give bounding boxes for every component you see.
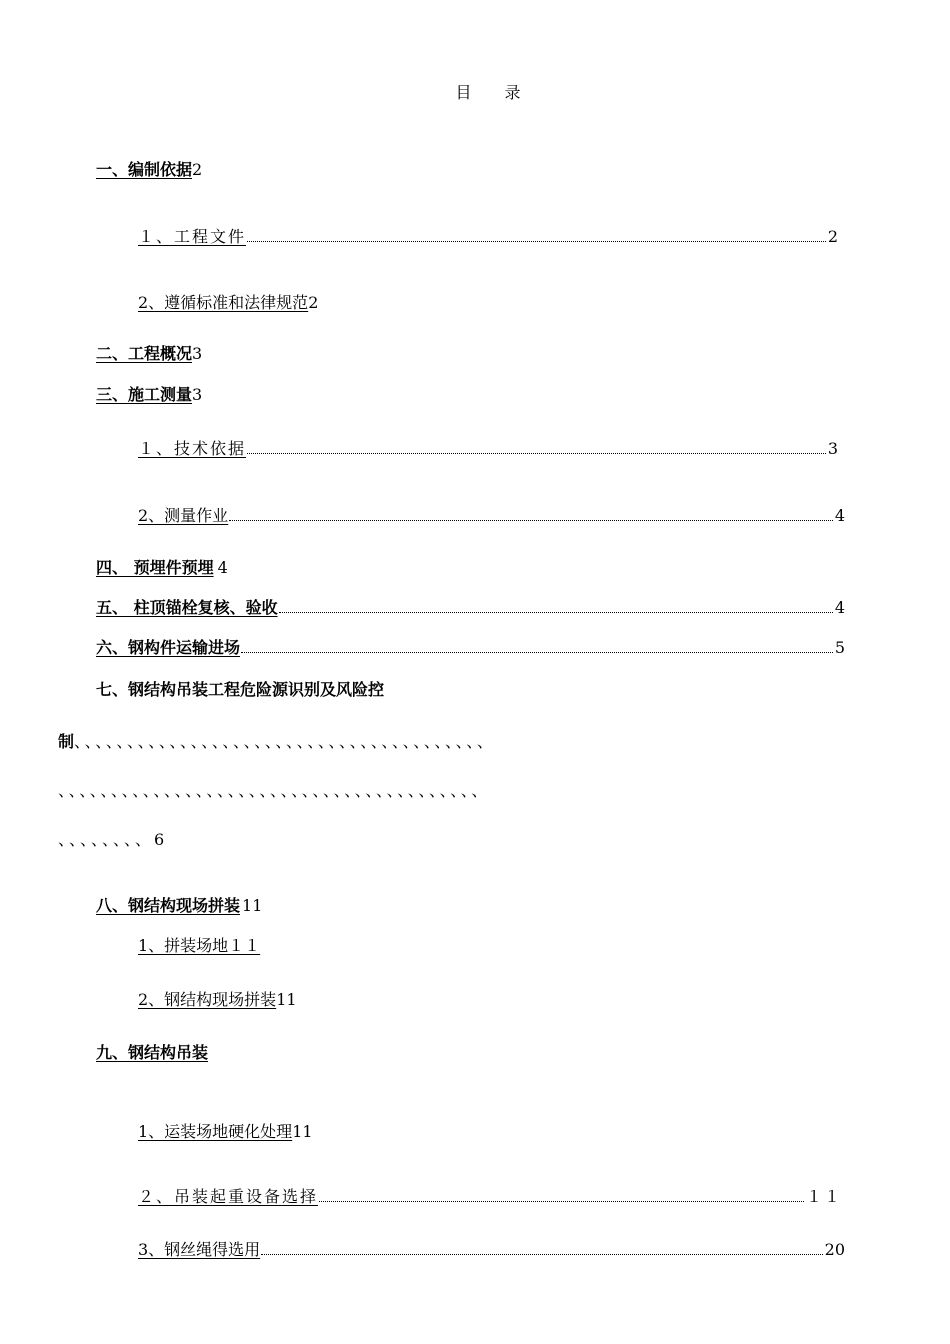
toc-entry-1-2[interactable] <box>138 293 318 313</box>
toc-entry-page: 2 <box>308 293 319 312</box>
toc-entry-7-bold-char: 制 <box>58 732 75 751</box>
toc-entry-7-line1[interactable]: 七、钢结构吊装工程危险源识别及风险控 <box>96 680 385 699</box>
toc-entry-2[interactable] <box>96 344 202 364</box>
toc-entry-9-1[interactable] <box>138 1122 313 1142</box>
toc-entry-label: 2、遵循标准和法律规范 <box>138 293 309 312</box>
toc-entry-3[interactable] <box>96 385 202 405</box>
toc-entry-3-2[interactable] <box>138 506 845 526</box>
toc-entry-1[interactable] <box>96 160 202 180</box>
leader-dots <box>319 1200 804 1202</box>
toc-entry-page: 4 <box>217 558 228 577</box>
toc-entry-page: 20 <box>824 1240 845 1259</box>
toc-entry-1-1[interactable] <box>138 227 840 247</box>
toc-entry-label: 六、钢构件运输进场 <box>96 638 241 657</box>
toc-entry-page: 2 <box>827 227 840 246</box>
toc-entry-9-2[interactable] <box>138 1187 842 1207</box>
toc-entry-page: 5 <box>834 638 845 657</box>
toc-entry-9[interactable] <box>96 1043 208 1063</box>
toc-entry-6[interactable] <box>96 638 845 658</box>
toc-entry-label: 1、运装场地硬化处理 <box>138 1122 293 1141</box>
toc-entry-page: 3 <box>192 344 203 363</box>
toc-entry-label: 九、钢结构吊装 <box>96 1043 209 1062</box>
toc-entry-page: 11 <box>242 896 263 915</box>
toc-entry-label: 三、施工测量 <box>96 385 193 404</box>
toc-entry-label: ２、吊装起重设备选择 <box>138 1187 319 1206</box>
leader-dots <box>247 240 826 242</box>
toc-entry-label: 2、钢结构现场拼装 <box>138 990 277 1009</box>
toc-entry-7-line2[interactable] <box>58 732 495 752</box>
toc-entry-7-dots: 、、、、、、、、、、、、、、、、、、、、、、、、、、、、、、、、、、、、、、、 <box>74 732 496 751</box>
toc-entry-page: 3 <box>192 385 203 404</box>
toc-entry-label: 五、 柱顶锚栓复核、验收 <box>96 598 278 617</box>
toc-entry-page: 11 <box>292 1122 313 1141</box>
leader-dots <box>229 519 833 521</box>
toc-entry-7-line3: 、、、、、、、、、、、、、、、、、、、、、、、、、、、、、、、、、、、、、、、、 <box>58 781 491 800</box>
toc-entry-label: 3、钢丝绳得选用 <box>138 1240 261 1259</box>
toc-entry-label: 1、拼装场地１１ <box>138 936 261 955</box>
toc-entry-page: 4 <box>834 506 845 525</box>
leader-dots <box>241 651 833 653</box>
toc-entry-page: 4 <box>834 598 845 617</box>
toc-entry-label: 二、工程概况 <box>96 344 193 363</box>
toc-title: 目 录 <box>455 83 535 102</box>
toc-entry-label: 四、 预埋件预埋 <box>96 558 214 577</box>
leader-dots <box>279 611 833 613</box>
toc-entry-page: 11 <box>276 990 297 1009</box>
leader-dots <box>261 1253 822 1255</box>
toc-entry-page: 2 <box>192 160 203 179</box>
toc-entry-label: 八、钢结构现场拼装 <box>96 896 241 915</box>
toc-entry-7-line4: 、、、、、、、、6 <box>58 830 168 849</box>
toc-entry-4[interactable] <box>96 558 228 578</box>
toc-entry-3-1[interactable] <box>138 439 840 459</box>
toc-entry-8[interactable] <box>96 896 262 916</box>
toc-entry-page: 3 <box>827 439 840 458</box>
toc-entry-label: 一、编制依据 <box>96 160 193 179</box>
toc-entry-label: 2、测量作业 <box>138 506 229 525</box>
toc-entry-page: １１ <box>805 1187 842 1206</box>
toc-entry-label: １、技术依据 <box>138 439 247 458</box>
toc-entry-8-1[interactable] <box>138 936 260 956</box>
toc-entry-9-3[interactable] <box>138 1240 845 1260</box>
toc-entry-8-2[interactable] <box>138 990 297 1010</box>
leader-dots <box>247 452 826 454</box>
toc-entry-5[interactable] <box>96 598 845 618</box>
toc-entry-label: １、工程文件 <box>138 227 247 246</box>
